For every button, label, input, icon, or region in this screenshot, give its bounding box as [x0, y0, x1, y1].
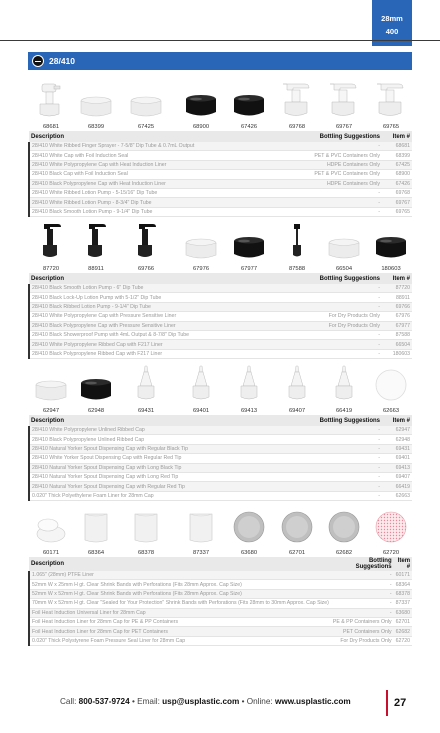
product-number: 69765	[382, 124, 400, 130]
foil-liner-icon	[226, 504, 272, 544]
suggestion-cell: PET & PVC Containers Only	[282, 151, 382, 160]
email-label: Email:	[137, 697, 160, 706]
description-cell: 52mm W x 52mm H gt. Clear Shrink Bands with Perforations (Fits 28mm Approx. Cap Size)	[29, 589, 331, 598]
suggestion-cell: HDPE Containers Only	[282, 179, 382, 188]
product-number: 88911	[88, 266, 104, 272]
item-number-cell: 68399	[382, 151, 412, 160]
description-cell: 28/410 White Ribbed Lotion Pump - 5-15/16" Dip Tube	[29, 188, 282, 197]
table-header-row	[29, 273, 412, 284]
description-cell: 28/410 Black Polypropylene Unlined Ribbed Cap	[29, 435, 282, 444]
table-row[interactable]	[29, 454, 412, 463]
product-number: 68900	[192, 124, 210, 130]
suggestion-cell: -	[282, 435, 382, 444]
table-row[interactable]	[29, 207, 412, 216]
product-tile[interactable]	[73, 220, 119, 272]
suggestion-cell: -	[331, 599, 394, 608]
column-header-item: Item #	[394, 557, 412, 571]
description-cell: 28/410 Natural Yorker Spout Dispensing Cap with Long Red Tip	[29, 472, 282, 481]
black-pump-icon	[73, 220, 119, 260]
product-section	[28, 362, 412, 501]
product-tile[interactable]	[178, 220, 224, 272]
table-row[interactable]	[29, 482, 412, 491]
black-cap-icon	[73, 362, 119, 402]
product-table	[28, 131, 412, 217]
product-section	[28, 78, 412, 217]
black-cap-icon	[226, 78, 272, 118]
description-cell: 0.020" Thick Polyethylene Foam Liner for 28mm Cap	[29, 491, 282, 500]
product-number: 69431	[137, 408, 155, 414]
suggestion-cell: -	[282, 349, 382, 358]
description-cell: Foil Heat Induction Liner for 28mm Cap for PET Containers	[29, 627, 331, 636]
suggestion-cell: -	[331, 608, 394, 617]
phone-number[interactable]: 800-537-9724	[78, 697, 130, 706]
product-tile[interactable]	[321, 220, 367, 272]
table-row[interactable]	[29, 608, 412, 617]
product-tile[interactable]	[28, 78, 74, 130]
description-cell: 70mm W x 52mm H gt. Clear "Sealed for Your Protection" Shrink Bands with Perforations (Fits 28mm to 30mm Approx. Cap Size)	[29, 599, 331, 608]
item-number-cell: 87337	[395, 600, 411, 607]
item-number-cell: 69431	[382, 444, 412, 453]
product-tile[interactable]	[368, 504, 414, 556]
table-row[interactable]	[29, 198, 412, 207]
product-number: 180603	[381, 266, 401, 272]
product-number: 69767	[335, 124, 353, 130]
lotion-pump-icon	[368, 78, 414, 118]
suggestion-cell: PET & PVC Containers Only	[282, 170, 382, 179]
finger-sprayer-icon	[28, 78, 74, 118]
section-title: 28/410	[49, 56, 75, 66]
description-cell: 0.020" Thick Polystyrene Foam Pressure Seal Liner for 28mm Cap	[29, 636, 331, 645]
product-image-row	[28, 78, 412, 130]
suggestion-cell: -	[282, 198, 382, 207]
product-number: 63680	[240, 550, 258, 556]
suggestion-cell: -	[282, 491, 382, 500]
table-row[interactable]	[29, 435, 412, 444]
product-tile[interactable]	[274, 504, 320, 556]
shower-pump-icon	[274, 220, 320, 260]
tab-series-label: 400	[385, 27, 399, 36]
item-number-cell: 67976	[382, 312, 412, 321]
lotion-pump-icon	[274, 78, 320, 118]
product-tile[interactable]	[178, 504, 224, 556]
item-number-cell: 62948	[382, 435, 412, 444]
black-cap-icon	[178, 78, 224, 118]
product-number: 60171	[42, 550, 60, 556]
shrink-band-icon	[178, 504, 224, 544]
description-cell: 28/410 Black Smooth Lotion Pump - 6" Dip Tube	[29, 284, 282, 293]
item-number-cell: 62682	[395, 628, 411, 635]
description-cell: 28/410 Natural Yorker Spout Dispensing Cap with Regular Black Tip	[29, 444, 282, 453]
table-row[interactable]	[29, 302, 412, 311]
description-cell: 28/410 White Polypropylene Cap with Pressure Sensitive Liner	[29, 312, 282, 321]
column-header-item: Item #	[382, 131, 412, 142]
table-row[interactable]	[29, 444, 412, 453]
suggestion-cell: HDPE Containers Only	[282, 160, 382, 169]
description-cell: 28/410 Black Smooth Lotion Pump - 9-1/4" Dip Tube	[29, 207, 282, 216]
suggestion-cell: -	[282, 340, 382, 349]
product-number: 66504	[335, 266, 353, 272]
product-tile[interactable]	[28, 220, 74, 272]
product-number: 68378	[137, 550, 155, 556]
product-tile[interactable]	[321, 362, 367, 414]
white-cap-icon	[73, 78, 119, 118]
table-row[interactable]	[29, 151, 412, 160]
product-table	[28, 557, 412, 646]
item-number-cell: 69765	[382, 207, 412, 216]
product-number: 87588	[288, 266, 306, 272]
table-row[interactable]	[29, 170, 412, 179]
product-number: 67426	[240, 124, 258, 130]
suggestion-cell: -	[282, 330, 382, 339]
product-tile[interactable]	[123, 220, 169, 272]
item-number-cell: 87588	[382, 330, 412, 339]
table-row[interactable]	[29, 426, 412, 435]
table-row[interactable]	[29, 330, 412, 339]
description-cell: 28/410 Black Polypropylene Cap with Pressure Sensitive Liner	[29, 321, 282, 330]
footer-separator: •	[241, 697, 245, 706]
suggestion-cell: -	[282, 142, 382, 151]
product-tile[interactable]	[28, 504, 74, 556]
table-row[interactable]	[29, 491, 412, 500]
product-table	[28, 273, 412, 359]
product-tile[interactable]	[73, 362, 119, 414]
suggestion-cell: -	[282, 207, 382, 216]
black-cap-icon	[226, 220, 272, 260]
product-tile[interactable]	[274, 362, 320, 414]
description-cell: 28/410 Black Ribbed Lotion Pump - 9-1/4" Dip Tube	[29, 302, 282, 311]
product-image-row	[28, 362, 412, 414]
description-cell: 1.065" (28mm) PTFE Liner	[29, 571, 331, 580]
shrink-band-icon	[73, 504, 119, 544]
suggestion-cell: -	[331, 589, 394, 598]
description-cell: 28/410 White Ribbed Lotion Pump - 8-3/4" Dip Tube	[29, 198, 282, 207]
table-row[interactable]	[29, 160, 412, 169]
item-number-cell: 68900	[382, 170, 412, 179]
size-badge-icon	[32, 55, 44, 67]
suggestion-cell: -	[282, 426, 382, 435]
description-cell: 52mm W x 25mm H gt. Clear Shrink Bands with Perforations (Fits 28mm Approx. Cap Size)	[29, 580, 331, 589]
column-header-description: Description	[29, 415, 282, 426]
yorker-spout-icon	[321, 362, 367, 402]
product-table	[28, 415, 412, 501]
product-tile[interactable]	[274, 78, 320, 130]
table-row[interactable]	[29, 617, 412, 626]
product-tile[interactable]	[368, 362, 414, 414]
item-number-cell: 69401	[382, 454, 412, 463]
description-cell: 28/410 Natural Yorker Spout Dispensing Cap with Long Black Tip	[29, 463, 282, 472]
table-row[interactable]	[29, 472, 412, 481]
white-cap-icon	[178, 220, 224, 260]
column-header-suggestions: Bottling Suggestions	[282, 131, 382, 142]
product-tile[interactable]	[274, 220, 320, 272]
description-cell: 28/410 White Ribbed Finger Sprayer - 7-5/8" Dip Tube & 0.7mL Output	[29, 142, 282, 151]
column-header-item: Item #	[382, 273, 412, 284]
table-row[interactable]	[29, 284, 412, 293]
product-number: 62948	[87, 408, 105, 414]
footer-divider	[386, 690, 388, 716]
column-header-description: Description	[29, 557, 331, 571]
product-image-row	[28, 220, 412, 272]
item-number-cell: 62947	[382, 426, 412, 435]
description-cell: 28/410 White Polypropylene Cap with Heat Induction Liner	[29, 160, 282, 169]
foil-liner-icon	[274, 504, 320, 544]
item-number-cell: 67425	[382, 160, 412, 169]
item-number-cell: 62663	[382, 491, 412, 500]
shrink-band-icon	[123, 504, 169, 544]
item-number-cell: 69407	[382, 472, 412, 481]
footer-separator: •	[131, 697, 135, 706]
product-number: 62701	[288, 550, 306, 556]
product-tile[interactable]	[28, 362, 74, 414]
product-number: 62720	[382, 550, 400, 556]
page-number: 27	[394, 697, 407, 709]
item-number-cell: 66419	[382, 482, 412, 491]
tab-size-label: 28mm	[381, 14, 403, 23]
product-section	[28, 220, 412, 359]
item-number-cell: 69413	[382, 463, 412, 472]
product-tile[interactable]	[368, 220, 414, 272]
suggestion-cell: -	[282, 463, 382, 472]
product-tile[interactable]	[178, 78, 224, 130]
table-row[interactable]	[29, 636, 412, 645]
product-number: 69407	[288, 408, 306, 414]
suggestion-cell: -	[331, 580, 394, 589]
lotion-pump-icon	[321, 78, 367, 118]
product-number: 87720	[42, 266, 60, 272]
product-number: 62663	[382, 408, 400, 414]
description-cell: Foil Heat Induction Liner for 28mm Cap for PE & PP Containers	[29, 617, 331, 626]
table-header-row	[29, 131, 412, 142]
item-number-cell: 68364	[395, 581, 411, 588]
item-number-cell: 67426	[382, 179, 412, 188]
product-tile[interactable]	[123, 362, 169, 414]
product-tile[interactable]	[73, 504, 119, 556]
table-row[interactable]	[29, 349, 412, 358]
description-cell: 28/410 White Polypropylene Unlined Ribbed Cap	[29, 426, 282, 435]
table-row[interactable]	[29, 463, 412, 472]
suggestion-cell: PE & PP Containers Only	[332, 619, 392, 626]
product-tile[interactable]	[226, 220, 272, 272]
product-tile[interactable]	[321, 504, 367, 556]
product-number: 62947	[42, 408, 60, 414]
table-row[interactable]	[29, 340, 412, 349]
item-number-cell: 68378	[395, 590, 411, 597]
white-cap-icon	[123, 78, 169, 118]
yorker-spout-icon	[226, 362, 272, 402]
item-number-cell: 60171	[395, 572, 411, 579]
table-row[interactable]	[29, 321, 412, 330]
item-number-cell: 69768	[382, 188, 412, 197]
product-number: 68364	[87, 550, 105, 556]
table-header-row	[29, 415, 412, 426]
item-number-cell: 66504	[382, 340, 412, 349]
foam-liner-icon	[368, 362, 414, 402]
suggestion-cell: -	[282, 188, 382, 197]
call-label: Call:	[60, 697, 77, 706]
table-row[interactable]	[29, 589, 412, 598]
suggestion-cell: For Dry Products Only	[282, 321, 382, 330]
item-number-cell: 69767	[382, 198, 412, 207]
description-cell: 28/410 White Yorker Spout Dispensing Cap with Regular Red Tip	[29, 454, 282, 463]
table-row[interactable]	[29, 179, 412, 188]
black-pump-icon	[28, 220, 74, 260]
table-row[interactable]	[29, 571, 412, 580]
product-tile[interactable]	[123, 504, 169, 556]
description-cell: Foil Heat Induction Universal Liner for 28mm Cap	[29, 608, 331, 617]
table-row[interactable]	[29, 188, 412, 197]
foil-liner-icon	[321, 504, 367, 544]
yorker-spout-icon	[178, 362, 224, 402]
description-cell: 28/410 White Cap with Foil Induction Seal	[29, 151, 282, 160]
top-rule	[0, 40, 440, 41]
description-cell: 28/410 White Polypropylene Ribbed Cap with F217 Liner	[29, 340, 282, 349]
column-header-suggestions: Bottling Suggestions	[282, 415, 382, 426]
suggestion-cell: -	[282, 284, 382, 293]
item-number-cell: 88911	[382, 293, 412, 302]
product-tile[interactable]	[321, 78, 367, 130]
description-cell: 28/410 Black Polypropylene Ribbed Cap with F217 Liner	[29, 349, 282, 358]
table-row[interactable]	[29, 580, 412, 589]
column-header-item: Item #	[382, 415, 412, 426]
section-header	[28, 52, 412, 70]
product-number: 67976	[192, 266, 210, 272]
suggestion-cell: -	[282, 293, 382, 302]
description-cell: 28/410 Black Lock-Up Lotion Pump with 5-1/2" Dip Tube	[29, 293, 282, 302]
suggestion-cell: PET Containers Only	[331, 627, 394, 636]
product-number: 69413	[240, 408, 258, 414]
product-number: 67425	[137, 124, 155, 130]
product-number: 68399	[87, 124, 105, 130]
table-row[interactable]	[29, 293, 412, 302]
suggestion-cell: -	[282, 454, 382, 463]
suggestion-cell: -	[282, 302, 382, 311]
description-cell: 28/410 Black Cap with Foil Induction Seal	[29, 170, 282, 179]
product-number: 69401	[192, 408, 210, 414]
online-label: Online:	[246, 697, 273, 706]
item-number-cell: 87720	[382, 284, 412, 293]
item-number-cell: 62720	[395, 637, 411, 644]
product-tile[interactable]	[226, 504, 272, 556]
product-tile[interactable]	[226, 362, 272, 414]
email-link[interactable]: usp@usplastic.com	[162, 697, 240, 706]
item-number-cell: 68681	[382, 142, 412, 151]
website-link[interactable]: www.usplastic.com	[274, 697, 351, 706]
item-number-cell: 62701	[395, 619, 411, 626]
product-tile[interactable]	[368, 78, 414, 130]
suggestion-cell: -	[331, 571, 394, 580]
product-number: 68681	[42, 124, 60, 130]
black-cap-icon	[368, 220, 414, 260]
product-number: 69768	[288, 124, 306, 130]
suggestion-cell: -	[282, 444, 382, 453]
suggestion-cell: -	[282, 482, 382, 491]
foam-seal-icon	[368, 504, 414, 544]
table-header-row	[29, 557, 412, 571]
table-row[interactable]	[29, 627, 412, 636]
suggestion-cell: -	[282, 472, 382, 481]
black-pump-icon	[123, 220, 169, 260]
column-header-suggestions: Bottling Suggestions	[282, 273, 382, 284]
column-header-description: Description	[29, 273, 282, 284]
table-row[interactable]	[29, 599, 412, 608]
product-number: 69766	[137, 266, 155, 272]
product-tile[interactable]	[226, 78, 272, 130]
product-tile[interactable]	[178, 362, 224, 414]
product-section	[28, 504, 412, 646]
item-number-cell: 180603	[382, 349, 412, 358]
description-cell: 28/410 Natural Yorker Spout Dispensing Cap with Regular Red Tip	[29, 482, 282, 491]
product-number: 66419	[335, 408, 353, 414]
column-header-suggestions: Bottling Suggestions	[331, 557, 394, 571]
description-cell: 28/410 Black Polypropylene Cap with Heat Induction Liner	[29, 179, 282, 188]
contact-footer	[60, 697, 351, 706]
table-row[interactable]	[29, 142, 412, 151]
item-number-cell: 67977	[382, 321, 412, 330]
table-row[interactable]	[29, 312, 412, 321]
description-cell: 28/410 Black Showerproof Pump with 4mL Output & 8-7/8" Dip Tube	[29, 330, 282, 339]
suggestion-cell: For Dry Products Only	[282, 312, 382, 321]
yorker-spout-icon	[123, 362, 169, 402]
product-number: 62682	[335, 550, 353, 556]
product-image-row	[28, 504, 412, 556]
item-number-cell: 63680	[395, 609, 411, 616]
yorker-spout-icon	[274, 362, 320, 402]
product-number: 87337	[192, 550, 210, 556]
item-number-cell: 69766	[382, 302, 412, 311]
suggestion-cell: For Dry Products Only	[331, 636, 394, 645]
white-cap-icon	[28, 362, 74, 402]
ptfe-liner-icon	[28, 504, 74, 544]
product-tile[interactable]	[123, 78, 169, 130]
product-number: 67977	[240, 266, 258, 272]
white-cap-icon	[321, 220, 367, 260]
column-header-description: Description	[29, 131, 282, 142]
product-tile[interactable]	[73, 78, 119, 130]
